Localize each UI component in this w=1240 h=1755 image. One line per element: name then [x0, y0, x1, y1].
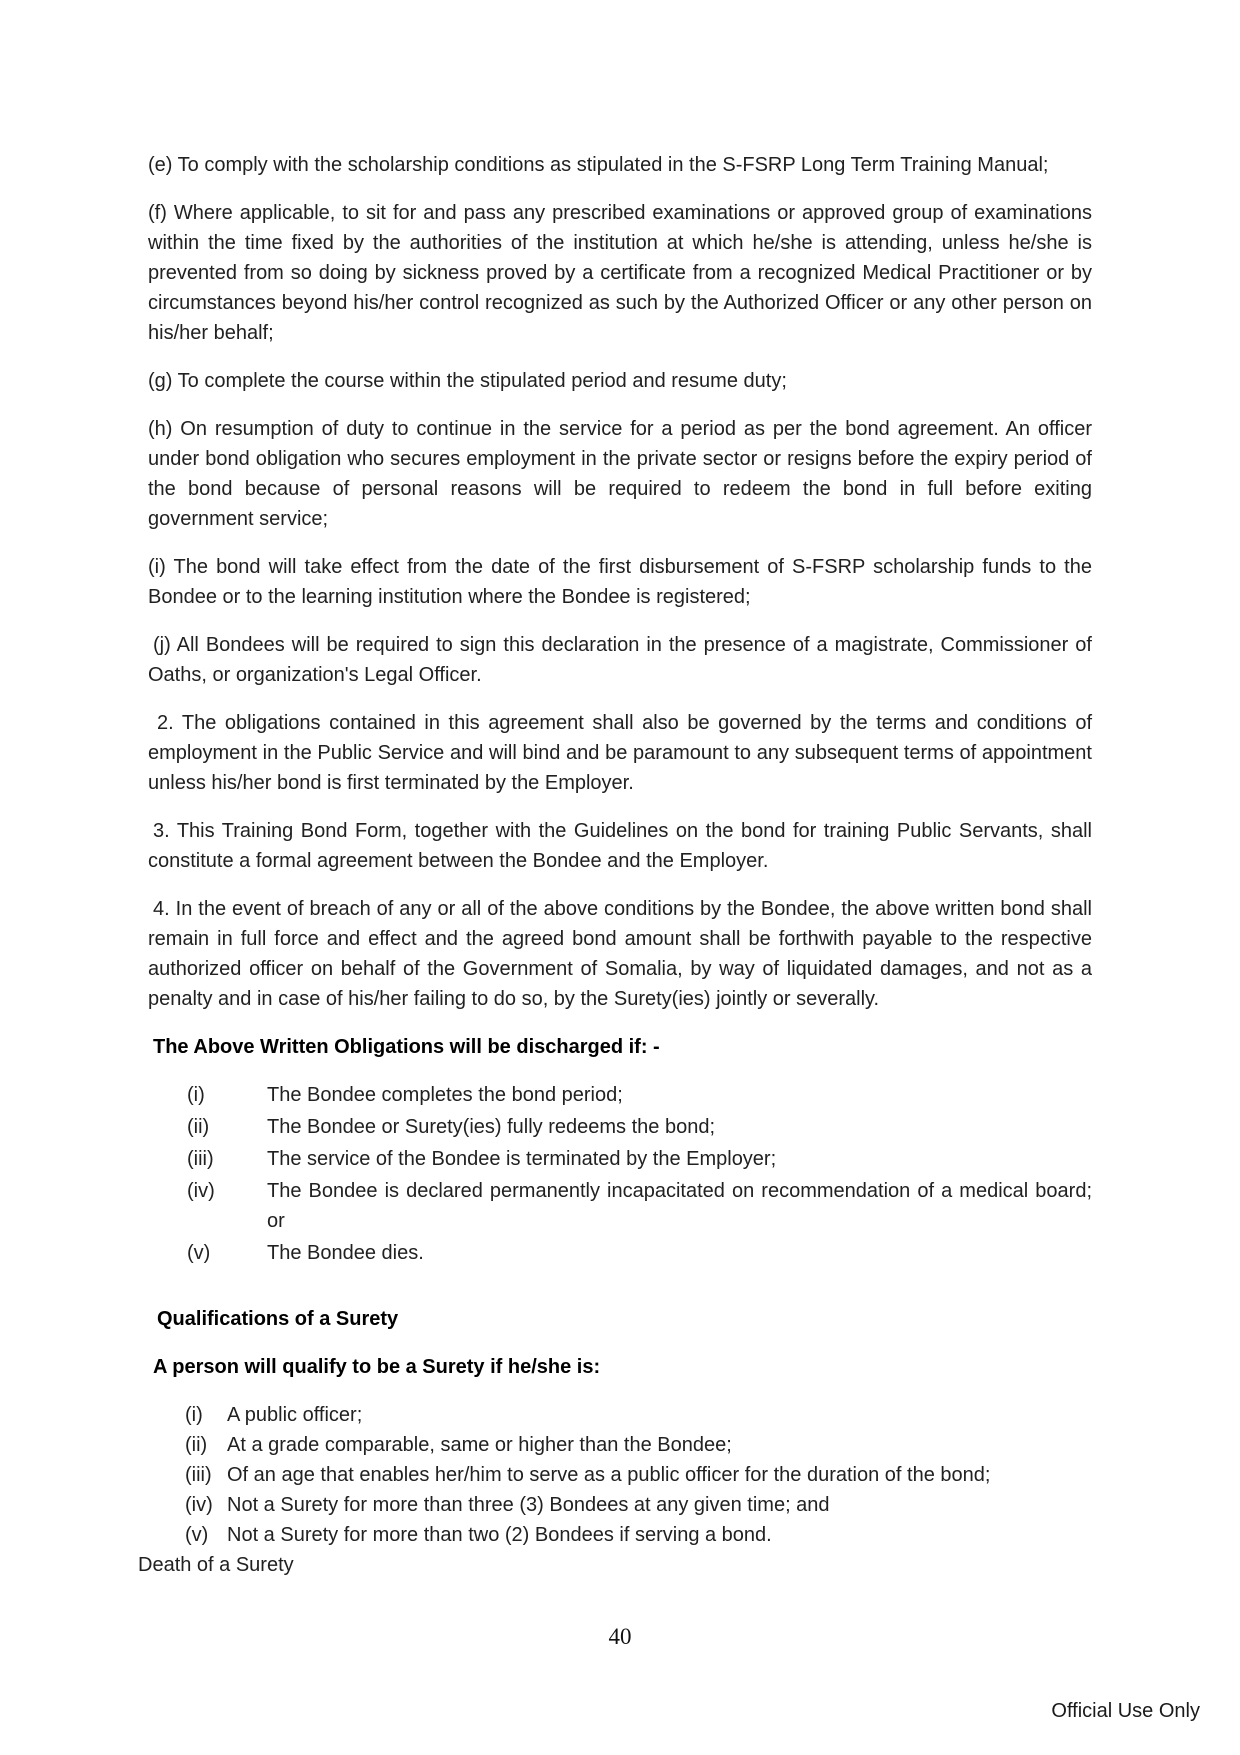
paragraph-j: (j) All Bondees will be required to sign this declaration in the presence of a magistrate, Commissioner of Oaths, or organization's Legal Officer. [148, 634, 1092, 686]
list-item-marker: (i) [187, 1084, 205, 1106]
list-item-text: A public officer; [227, 1404, 363, 1426]
paragraph-4: 4. In the event of breach of any or all of the above conditions by the Bondee, the above written bond shall remain in full force and effect and the agreed bond amount shall be forthwith payable to the respective authorized officer on behalf of the Government of Somalia, by way of liquidated damages, and not as a penalty and in case of his/her failing to do so, by the Surety(ies) jointly or severally. [148, 898, 1092, 1010]
list-item-text: The Bondee dies. [267, 1242, 424, 1264]
list-item-marker: (ii) [187, 1116, 210, 1138]
paragraph-h: (h) On resumption of duty to continue in the service for a period as per the bond agreement. An officer under bond obligation who secures employment in the private sector or resigns before the expiry period of the bond because of personal reasons will be required to redeem the bond in full before exiting government service; [148, 418, 1092, 530]
list-item [185, 1400, 1092, 1430]
list-item-marker: (iv) [185, 1494, 213, 1516]
list-item-marker: (v) [187, 1242, 211, 1264]
list-item [187, 1238, 1092, 1268]
list-item [187, 1176, 1092, 1236]
paragraph-2: 2. The obligations contained in this agreement shall also be governed by the terms and conditions of employment in the Public Service and will bind and be paramount to any subsequent terms of appointment unless his/her bond is first terminated by the Employer. [148, 712, 1092, 794]
list-item-marker: (iii) [187, 1148, 214, 1170]
paragraph-3: 3. This Training Bond Form, together with the Guidelines on the bond for training Public Servants, shall constitute a formal agreement between the Bondee and the Employer. [148, 820, 1092, 872]
list-item [185, 1490, 1092, 1520]
list-item [185, 1430, 1092, 1460]
qualifications-heading: Qualifications of a Surety [157, 1308, 399, 1330]
paragraph-f: (f) Where applicable, to sit for and pass any prescribed examinations or approved group of examinations within the time fixed by the authorities of the institution at which he/she is attending, unless he/she is prevented from so doing by sickness proved by a certificate from a recognized Medical Practitioner or by circumstances beyond his/her control recognized as such by the Authorized Officer or any other person on his/her behalf; [148, 202, 1092, 344]
qualifications-subheading: A person will qualify to be a Surety if he/she is: [153, 1356, 601, 1378]
official-use-only-label: Official Use Only [1051, 1700, 1200, 1722]
list-item [187, 1080, 1092, 1110]
list-item [187, 1112, 1092, 1142]
list-item [185, 1520, 1092, 1550]
surety-qualifications-list [148, 1400, 1092, 1550]
list-item [187, 1144, 1092, 1174]
list-item-text: The service of the Bondee is terminated by the Employer; [267, 1148, 777, 1170]
list-item-text: The Bondee or Surety(ies) fully redeems the bond; [267, 1116, 716, 1138]
list-item-text: Of an age that enables her/him to serve as a public officer for the duration of the bond; [227, 1464, 991, 1486]
document-body [138, 150, 1092, 1580]
list-item-text: The Bondee is declared permanently incapacitated on recommendation of a medical board; or [267, 1180, 1092, 1232]
paragraph-i: (i) The bond will take effect from the date of the first disbursement of S-FSRP scholarship funds to the Bondee or to the learning institution where the Bondee is registered; [148, 556, 1092, 608]
discharge-heading: The Above Written Obligations will be discharged if: - [153, 1036, 660, 1058]
list-item-text: At a grade comparable, same or higher than the Bondee; [227, 1434, 732, 1456]
list-item-marker: (i) [185, 1404, 203, 1426]
paragraph-e: (e) To comply with the scholarship conditions as stipulated in the S-FSRP Long Term Training Manual; [148, 154, 1049, 176]
list-item [185, 1460, 1092, 1490]
list-item-marker: (iii) [185, 1464, 212, 1486]
list-item-marker: (ii) [185, 1434, 208, 1456]
list-item-text: The Bondee completes the bond period; [267, 1084, 623, 1106]
page-number: 40 [608, 1624, 632, 1649]
discharge-list [148, 1080, 1092, 1268]
death-of-surety-heading: Death of a Surety [138, 1554, 294, 1576]
paragraph-g: (g) To complete the course within the stipulated period and resume duty; [148, 370, 787, 392]
list-item-text: Not a Surety for more than two (2) Bondees if serving a bond. [227, 1524, 772, 1546]
list-item-text: Not a Surety for more than three (3) Bondees at any given time; and [227, 1494, 830, 1516]
list-item-marker: (v) [185, 1524, 209, 1546]
list-item-marker: (iv) [187, 1180, 215, 1202]
